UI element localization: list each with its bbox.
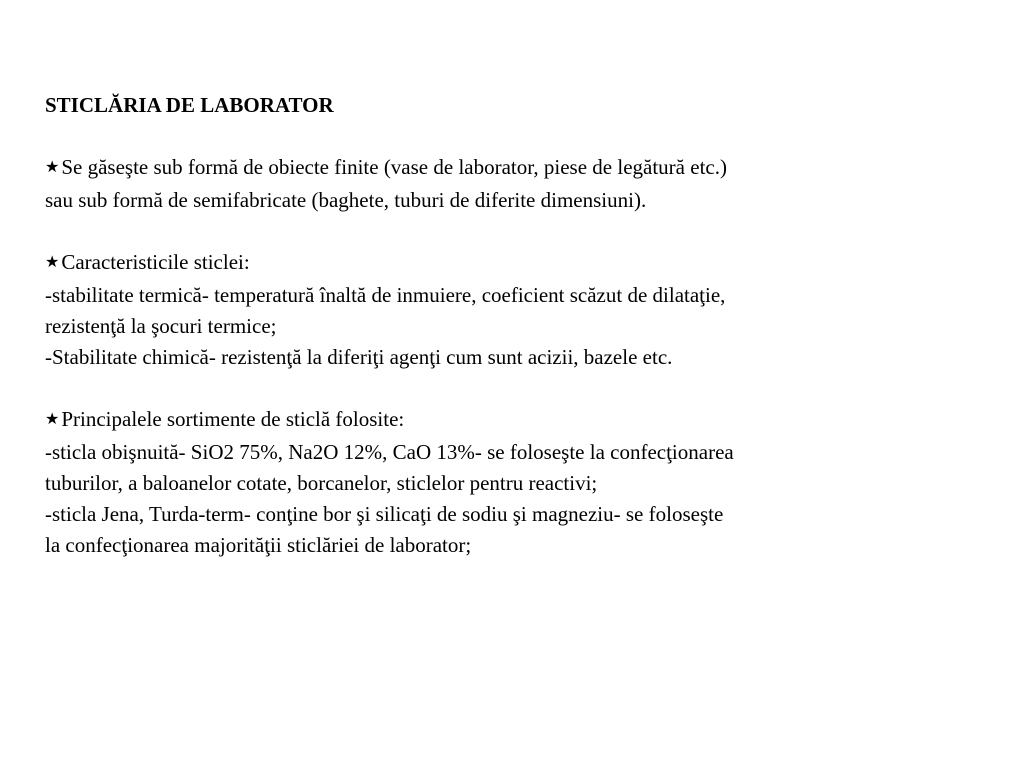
section-glass-forms [45,152,995,216]
spacer [45,121,995,152]
slide-content [45,90,995,561]
section-glass-characteristics [45,247,995,373]
text-line: -sticla obişnuită- SiO2 75%, Na2O 12%, CaO 13%- se foloseşte la confecţionarea [45,440,734,464]
section-glass-types [45,404,995,561]
text-line: sau sub formă de semifabricate (baghete, tuburi de diferite dimensiuni). [45,188,647,212]
bullet-line [45,247,995,280]
bullet-line [45,404,995,437]
star-bullet-icon: ★ [45,254,60,271]
star-bullet-icon: ★ [45,411,60,428]
text-line: -sticla Jena, Turda-term- conţine bor şi silicaţi de sodiu şi magneziu- se foloseşte [45,502,724,526]
spacer [45,373,995,404]
text-line: -stabilitate termică- temperatură înaltă de inmuiere, coeficient scăzut de dilataţie, [45,283,726,307]
bullet-line [45,152,995,185]
text-line: Se găseşte sub formă de obiecte finite (vase de laborator, piese de legătură etc.) [61,155,727,179]
text-line: la confecţionarea majorităţii sticlăriei de laborator; [45,533,472,557]
text-line: Principalele sortimente de sticlă folosite: [61,407,405,431]
star-bullet-icon: ★ [45,159,60,176]
text-line: tuburilor, a baloanelor cotate, borcanelor, sticlelor pentru reactivi; [45,471,598,495]
text-line: rezistenţă la şocuri termice; [45,314,277,338]
spacer [45,216,995,247]
slide-title: STICLĂRIA DE LABORATOR [45,93,334,117]
text-line: -Stabilitate chimică- rezistenţă la diferiţi agenţi cum sunt acizii, bazele etc. [45,345,673,369]
text-line: Caracteristicile sticlei: [61,250,250,274]
